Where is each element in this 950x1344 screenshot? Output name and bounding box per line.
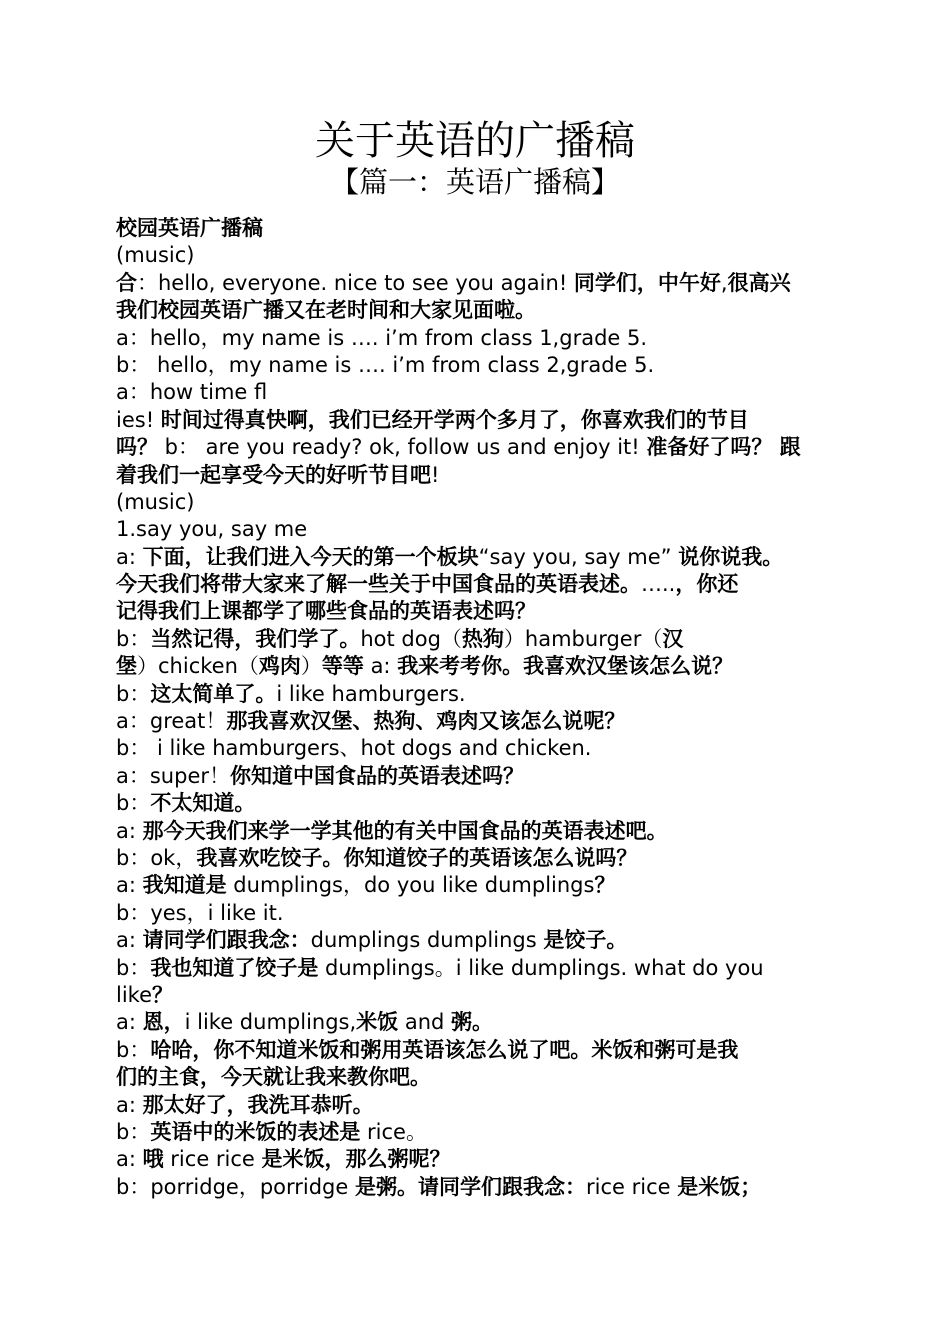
text-run: b：: [116, 1037, 151, 1062]
text-run: a:: [116, 1010, 143, 1035]
script-line: [116, 1092, 836, 1119]
bold-text-run: 请同学们跟我念：: [142, 928, 311, 953]
text-run: …..: [641, 572, 676, 597]
bold-text-run: 等等: [321, 654, 364, 679]
bold-text-run: 时间过得真快啊，我们已经开学两个多月了，你喜欢我们的节目: [160, 407, 749, 432]
text-run: rice rice: [163, 1147, 262, 1172]
text-run: ies!: [116, 407, 161, 432]
script-line: [116, 434, 836, 461]
text-run: b：: [116, 626, 151, 651]
script-line: [116, 270, 836, 297]
text-run: ,: [720, 270, 728, 295]
script-line: [116, 352, 836, 379]
bold-text-run: 说你说我。: [678, 544, 784, 569]
bold-text-run: 我也知道了饺子是: [150, 955, 319, 980]
script-line: [116, 927, 836, 954]
bold-text-run: 记得我们上课都学了哪些食品的英语表述吗？: [116, 599, 536, 624]
text-run: a：super！: [116, 763, 231, 788]
text-run: a:: [116, 1092, 143, 1117]
bold-text-run: 粥。: [451, 1010, 494, 1035]
text-run: like: [116, 982, 153, 1007]
text-run: b：ok，: [116, 845, 197, 870]
text-run: b： hello，my name is …. i’m from class 2,grade 5.: [116, 352, 655, 377]
script-line: [116, 1146, 836, 1173]
text-run: ：hello, everyone. nice to see you again!: [137, 270, 574, 295]
text-run: a:: [116, 928, 143, 953]
text-run: a:: [116, 873, 143, 898]
text-run: a：hello，my name is …. i’m from class 1,grade 5.: [116, 325, 648, 350]
text-run: dumplings，do you like dumplings: [226, 873, 595, 898]
text-run: i like hamburgers.: [276, 681, 466, 706]
text-run: !: [431, 462, 440, 487]
bold-text-run: 校园英语广播稿: [116, 216, 263, 240]
document-title: 关于英语的广播稿: [315, 118, 635, 164]
bold-text-run: 鸡肉: [258, 654, 301, 679]
script-line: [116, 845, 836, 872]
text-run: a:: [363, 654, 398, 679]
text-run: a:: [116, 544, 143, 569]
script-line: [116, 790, 836, 817]
text-run: hot dog（: [360, 626, 462, 651]
script-line: [116, 242, 836, 269]
text-run: dumplings dumplings: [310, 928, 544, 953]
script-line: [116, 982, 836, 1009]
script-line: [116, 571, 836, 598]
script-line: [116, 489, 836, 516]
bold-text-run: 哦: [142, 1147, 164, 1172]
text-run: i like dumplings,: [184, 1010, 357, 1035]
text-run: (music): [116, 489, 195, 514]
text-run: a：how time fl: [116, 380, 268, 405]
bold-text-run: 汉: [662, 626, 684, 651]
bold-text-run: 堡: [116, 654, 137, 679]
script-line: [116, 325, 836, 352]
script-line: [116, 1064, 836, 1091]
bold-text-run: 那太好了，我洗耳恭听。: [142, 1092, 374, 1117]
text-run: b：yes，i like it.: [116, 900, 284, 925]
script-line: [116, 818, 836, 845]
text-run: a:: [116, 818, 143, 843]
script-line: [116, 462, 836, 489]
script-line: [116, 1174, 836, 1201]
script-line: [116, 872, 836, 899]
bold-text-run: 我喜欢吃饺子。你知道饺子的英语该怎么说吗？: [196, 845, 638, 870]
bold-text-run: 这太简单了。: [150, 681, 277, 706]
script-line: [116, 544, 836, 571]
bold-text-run: 同学们，中午好: [573, 270, 721, 295]
bold-text-run: 英语中的米饭的表述是: [150, 1119, 361, 1144]
script-line: [116, 297, 836, 324]
bold-text-run: 着我们一起享受今天的好听节目吧: [116, 462, 431, 487]
bold-text-run: 吗？: [116, 435, 158, 460]
bold-text-run: 我们校园英语广播又在老时间和大家见面啦。: [116, 298, 536, 323]
bold-text-run: 你知道中国食品的英语表述吗？: [230, 763, 525, 788]
document-body: [116, 215, 836, 1201]
bold-text-run: ？: [594, 873, 616, 898]
bold-text-run: 米饭: [356, 1010, 399, 1035]
script-line: [116, 681, 836, 708]
document-subtitle: 【篇一：英语广播稿】: [329, 165, 620, 199]
bold-text-run: 热狗: [461, 626, 504, 651]
script-line: [116, 1037, 836, 1064]
text-run: dumplings。i like dumplings. what do you: [318, 955, 764, 980]
script-line: [116, 215, 836, 242]
bold-text-run: 我来考考你。我喜欢汉堡该怎么说？: [397, 654, 734, 679]
script-line: [116, 407, 836, 434]
script-line: [116, 955, 836, 982]
script-line: [116, 1009, 836, 1036]
text-run: b： are you ready? ok, follow us and enjoy it!: [158, 435, 647, 460]
text-run: b： i like hamburgers、hot dogs and chicken.: [116, 736, 592, 761]
text-run: b：: [116, 681, 151, 706]
bold-text-run: 们的主食，今天就让我来教你吧。: [116, 1065, 431, 1090]
bold-text-run: 不太知道。: [150, 791, 256, 816]
bold-text-run: 当然记得，我们学了。: [150, 626, 361, 651]
text-run: b：: [116, 791, 151, 816]
text-run: ）hamburger（: [503, 626, 663, 651]
bold-text-run: 哈哈，你不知道米饭和粥用英语该怎么说了吧。米饭和粥可是我: [150, 1037, 739, 1062]
script-line: [116, 598, 836, 625]
bold-text-run: 很高兴: [727, 270, 791, 295]
bold-text-run: 我知道是: [142, 873, 227, 898]
bold-text-run: 是米饭，那么粥呢？: [261, 1147, 451, 1172]
bold-text-run: ？: [152, 982, 174, 1007]
bold-text-run: 那我喜欢汉堡、热狗、鸡肉又该怎么说呢？: [226, 709, 626, 734]
text-run: rice。: [360, 1119, 427, 1144]
text-run: a：great！: [116, 709, 227, 734]
text-run: and: [398, 1010, 452, 1035]
script-line: [116, 763, 836, 790]
script-line: [116, 516, 836, 543]
text-run: b：: [116, 955, 151, 980]
text-run: b：porridge，porridge: [116, 1174, 355, 1199]
script-line: [116, 379, 836, 406]
bold-text-run: 今天我们将带大家来了解一些关于中国食品的英语表述。: [116, 572, 641, 597]
script-line: [116, 626, 836, 653]
text-run: (music): [116, 243, 195, 268]
script-line: [116, 900, 836, 927]
bold-text-run: 合: [116, 270, 137, 295]
bold-text-run: 那今天我们来学一学其他的有关中国食品的英语表述吧。: [142, 818, 668, 843]
bold-text-run: 是饺子。: [543, 928, 628, 953]
text-run: a:: [116, 1147, 143, 1172]
bold-text-run: 准备好了吗？ 跟: [646, 435, 801, 460]
text-run: ）: [300, 654, 322, 679]
bold-text-run: 恩，: [142, 1010, 185, 1035]
script-line: [116, 735, 836, 762]
text-run: b：: [116, 1119, 151, 1144]
text-run: ）chicken（: [137, 654, 259, 679]
text-run: rice rice: [586, 1174, 678, 1199]
bold-text-run: ，你还: [675, 572, 739, 597]
bold-text-run: 是米饭；: [677, 1174, 762, 1199]
script-line: [116, 1119, 836, 1146]
script-line: [116, 708, 836, 735]
text-run: “say you, say me”: [478, 544, 679, 569]
bold-text-run: 下面，让我们进入今天的第一个板块: [142, 544, 479, 569]
script-line: [116, 653, 836, 680]
text-run: 1.say you, say me: [116, 517, 308, 542]
bold-text-run: 是粥。请同学们跟我念：: [355, 1174, 586, 1199]
